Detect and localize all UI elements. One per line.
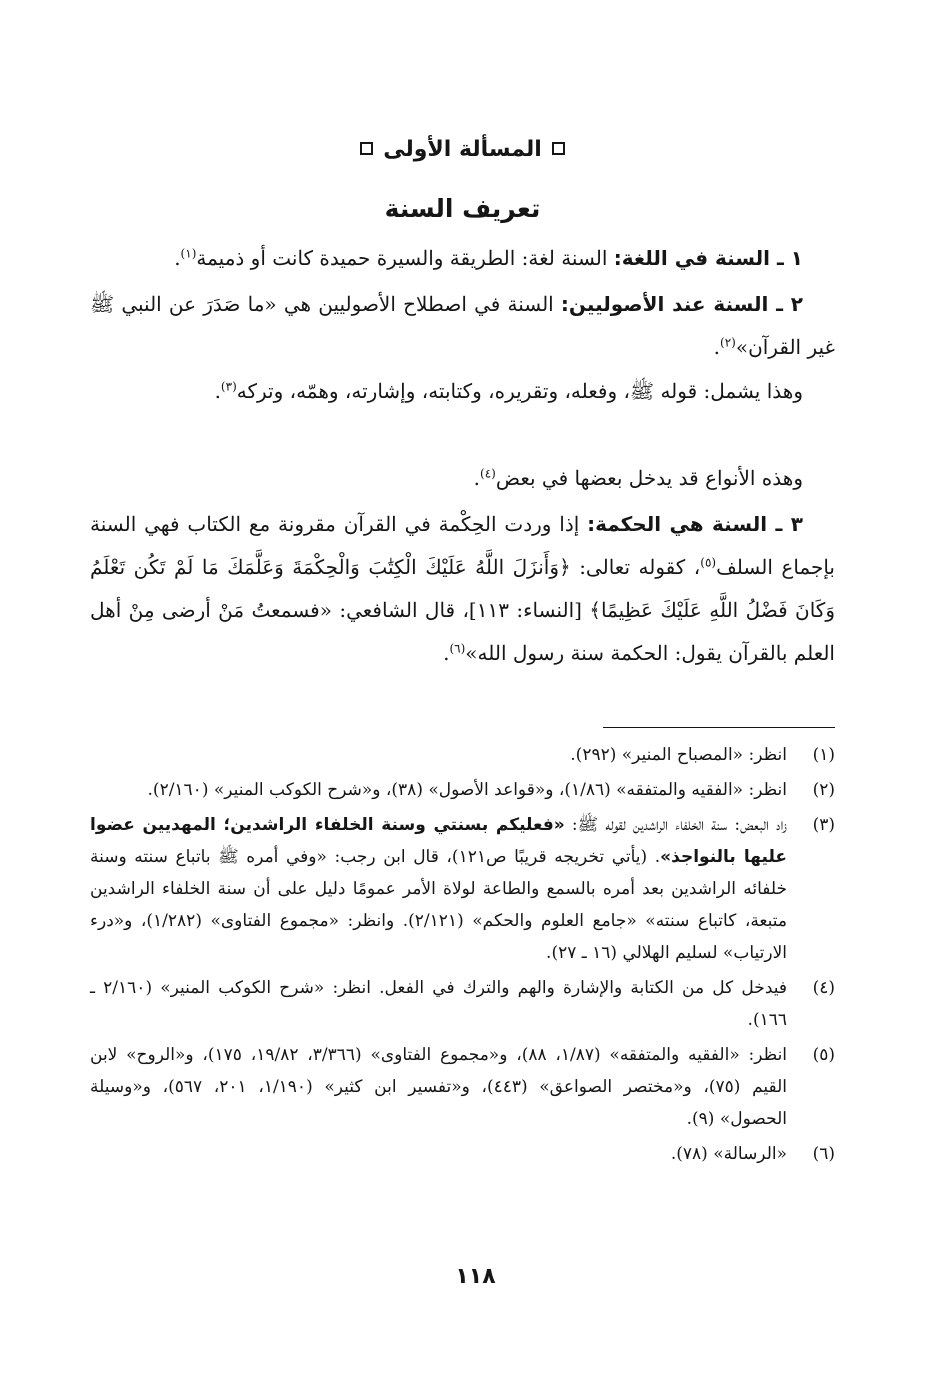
- paragraph-text: وهذه الأنواع قد يدخل بعضها في بعض: [495, 466, 803, 490]
- footnote-number: (٤): [812, 978, 835, 998]
- footnotes: [90, 739, 835, 1173]
- footnote-text: زاد البعض: سنة الخلفاء الراشدين لقوله ﷺ:: [564, 815, 787, 835]
- paragraph-usul: [90, 283, 835, 369]
- page-number: ١١٨: [455, 1264, 496, 1289]
- paragraph-text: ، كقوله تعالى:: [570, 555, 701, 579]
- paragraph-tail: .: [443, 641, 450, 665]
- footnote-ref[interactable]: (٦): [449, 641, 466, 656]
- square-ornament-icon: [552, 142, 565, 155]
- paragraph-text: وهذا يشمل: قوله ﷺ، وفعله، وتقريره، وكتابته، وإشارته، وهمّه، وتركه: [236, 379, 803, 403]
- footnote-item: [90, 1138, 835, 1170]
- section-heading: [90, 130, 835, 170]
- footnote-item: [90, 809, 835, 969]
- paragraph-language: [90, 237, 835, 280]
- footnote-ref[interactable]: (٢): [720, 335, 736, 350]
- square-ornament-icon: [360, 142, 373, 155]
- page-title: تعريف السنة: [384, 194, 541, 223]
- paragraph-tail: .: [214, 379, 221, 403]
- paragraph-text: [النساء: ١١٣]، قال الشافعي: «فسمعتُ مَنْ أرضى مِنْ أهل العلم بالقرآن يقول: الحكمة سنة رسول الله»: [90, 598, 835, 665]
- footnote-number: (٦): [812, 1144, 835, 1164]
- paragraph-text: السنة لغة: الطريقة والسيرة حميدة كانت أو ذميمة: [196, 246, 614, 270]
- paragraph-overlap: [90, 457, 835, 500]
- footnote-number: (٥): [812, 1045, 835, 1065]
- paragraph-text: إذا وردت الحِكْمة في القرآن مقرونة مع الكتاب فهي السنة بإجماع السلف: [90, 512, 836, 579]
- footnote-number: (٣): [812, 815, 835, 835]
- paragraph-lead: ١ ـ السنة في اللغة:: [613, 246, 803, 270]
- footnote-text: انظر: «المصباح المنير» (٢٩٢).: [570, 745, 787, 765]
- paragraph-tail: .: [473, 466, 481, 490]
- footnote-divider: [603, 727, 835, 728]
- footnote-number: (٢): [812, 780, 835, 800]
- footnote-ref[interactable]: (١): [180, 246, 197, 261]
- paragraph-text: السنة في اصطلاح الأصوليين هي «ما صَدَرَ عن النبي ﷺ غير القرآن»: [90, 292, 835, 359]
- footnote-ref[interactable]: (٥): [700, 555, 717, 570]
- paragraph-lead: ٣ ـ السنة هي الحكمة:: [587, 512, 803, 536]
- footnote-text: انظر: «الفقيه والمتفقه» (١/٨٦)، و«قواعد الأصول» (٣٨)، و«شرح الكوكب المنير» (٢/١٦٠).: [147, 780, 787, 800]
- paragraph-includes: [90, 370, 835, 413]
- footnote-ref[interactable]: (٣): [220, 379, 237, 394]
- section-heading-text: المسألة الأولى: [383, 137, 542, 162]
- paragraph-tail: .: [713, 335, 720, 359]
- footnote-text: «الرسالة» (٧٨).: [670, 1144, 787, 1164]
- footnote-item: [90, 774, 835, 806]
- footnote-item: [90, 739, 835, 771]
- quran-verse: ﴿وَأَنزَلَ اللَّهُ عَلَيْكَ الْكِتَٰبَ وَالْحِكْمَةَ وَعَلَّمَكَ مَا لَمْ تَكُن تَعْلَمُ وَكَانَ فَضْلُ اللَّهِ عَلَيْكَ عَظِيمًا﴾: [90, 555, 835, 622]
- hadith-quote: «فعليكم بسنتي وسنة الخلفاء الراشدين؛ المهديين عضوا عليها بالنواجذ»: [90, 815, 787, 867]
- footnote-text: . (يأتي تخريجه قريبًا ص١٢١)، قال ابن رجب: «وفي أمره ﷺ باتباع سنته وسنة خلفائه الراشدين بعد أمره بالسمع والطاعة لولاة الأمر عمومًا دليل على أن سنة الخلفاء الراشدين متبعة، كاتباع سنته» «جامع العلوم والحكم» (٢/١٢١). وانظر: «مجموع الفتاوى» (١/٢٨٢)، و«درء الارتياب» لسليم الهلالي (١٦ ـ ٢٧).: [90, 847, 788, 963]
- footnote-item: [90, 1039, 835, 1135]
- footnote-item: [90, 972, 835, 1036]
- paragraph-tail: .: [174, 246, 181, 270]
- footnote-number: (١): [812, 745, 835, 765]
- footnote-text: انظر: «الفقيه والمتفقه» (١/٨٧، ٨٨)، و«مجموع الفتاوى» (٣/٣٦٦، ١٩/٨٢، ١٧٥)، و«الروح» لابن القيم (٧٥)، و«مختصر الصواعق» (٤٤٣)، و«تفسير ابن كثير» (١/١٩٠، ٢٠١، ٥٦٧)، و«وسيلة الحصول» (٩).: [90, 1045, 788, 1129]
- footnote-ref[interactable]: (٤): [480, 466, 496, 481]
- footnote-text: فيدخل كل من الكتابة والإشارة والهم والترك في الفعل. انظر: «شرح الكوكب المنير» (٢/١٦٠ ـ ١٦٦).: [90, 978, 787, 1030]
- paragraph-lead: ٢ ـ السنة عند الأصوليين:: [560, 292, 803, 316]
- paragraph-hikma: [90, 503, 835, 675]
